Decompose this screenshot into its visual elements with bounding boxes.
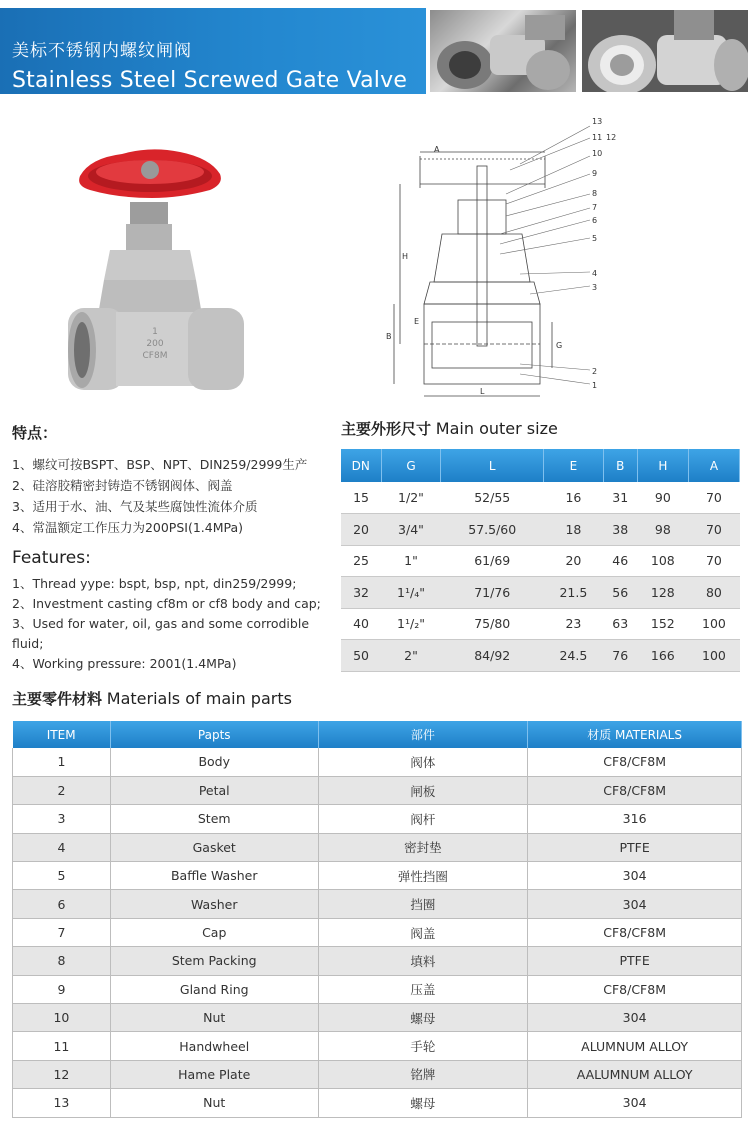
cell-part: Nut bbox=[110, 1089, 318, 1117]
cell-a: 70 bbox=[688, 545, 739, 577]
cell-part: Gasket bbox=[110, 833, 318, 861]
features-cn-item: 1、螺纹可按BSPT、BSP、NPT、DIN259/2999生产 bbox=[12, 457, 308, 472]
table-row bbox=[13, 1089, 742, 1117]
parts-heading-en: Materials of main parts bbox=[106, 689, 292, 708]
col-item: ITEM bbox=[13, 721, 111, 748]
cell-l: 61/69 bbox=[441, 545, 544, 577]
col-materials: 材质 MATERIALS bbox=[528, 721, 742, 748]
cell-h: 166 bbox=[637, 640, 688, 672]
dim-E: E bbox=[414, 317, 420, 326]
callout-4: 4 bbox=[592, 269, 598, 278]
cell-material: PTFE bbox=[528, 947, 742, 975]
title-banner bbox=[0, 8, 426, 94]
features-cn-heading: 特点： bbox=[12, 424, 58, 442]
cell-material: 304 bbox=[528, 1089, 742, 1117]
cell-part: Gland Ring bbox=[110, 975, 318, 1003]
valve-mark-3: CF8M bbox=[142, 351, 168, 361]
cell-g: 3/4" bbox=[381, 514, 441, 546]
cell-b: 31 bbox=[603, 482, 637, 514]
cell-h: 90 bbox=[637, 482, 688, 514]
cell-item: 7 bbox=[13, 918, 111, 946]
features-cn-item: 4、常温额定工作压力为200PSI(1.4MPa) bbox=[12, 520, 244, 535]
cell-g: 1" bbox=[381, 545, 441, 577]
cell-part: Stem bbox=[110, 805, 318, 833]
cell-part-cn: 阀盖 bbox=[318, 918, 528, 946]
callout-13: 13 bbox=[592, 117, 603, 126]
col-b: B bbox=[603, 449, 637, 482]
cell-g: 1/2" bbox=[381, 482, 441, 514]
valve-mark-2: 200 bbox=[146, 339, 164, 349]
cell-e: 23 bbox=[544, 608, 604, 640]
cell-part: Body bbox=[110, 748, 318, 776]
cell-e: 16 bbox=[544, 482, 604, 514]
cell-b: 38 bbox=[603, 514, 637, 546]
cell-dn: 40 bbox=[341, 608, 381, 640]
table-row bbox=[13, 862, 742, 890]
cell-a: 70 bbox=[688, 514, 739, 546]
col-e: E bbox=[544, 449, 604, 482]
table-row bbox=[13, 1032, 742, 1060]
cell-h: 152 bbox=[637, 608, 688, 640]
size-table-heading bbox=[341, 418, 558, 439]
page-header bbox=[0, 0, 750, 100]
table-row bbox=[13, 1060, 742, 1088]
cell-h: 108 bbox=[637, 545, 688, 577]
cell-part-cn: 填料 bbox=[318, 947, 528, 975]
callout-9: 9 bbox=[592, 169, 598, 178]
cell-item: 11 bbox=[13, 1032, 111, 1060]
callout-5: 5 bbox=[592, 234, 598, 243]
callout-8: 8 bbox=[592, 189, 598, 198]
table-row bbox=[341, 640, 740, 672]
table-row bbox=[13, 776, 742, 804]
cell-material: CF8/CF8M bbox=[528, 748, 742, 776]
cell-part: Stem Packing bbox=[110, 947, 318, 975]
cell-material: 304 bbox=[528, 862, 742, 890]
dim-L: L bbox=[480, 387, 485, 396]
cell-item: 3 bbox=[13, 805, 111, 833]
cell-l: 57.5/60 bbox=[441, 514, 544, 546]
cell-dn: 32 bbox=[341, 577, 381, 609]
parts-table bbox=[12, 721, 742, 1118]
cell-part: Cap bbox=[110, 918, 318, 946]
cell-dn: 20 bbox=[341, 514, 381, 546]
cell-material: CF8/CF8M bbox=[528, 776, 742, 804]
cell-dn: 50 bbox=[341, 640, 381, 672]
cell-material: 316 bbox=[528, 805, 742, 833]
cell-g: 1¹/₄" bbox=[381, 577, 441, 609]
cell-item: 5 bbox=[13, 862, 111, 890]
cell-a: 100 bbox=[688, 640, 739, 672]
table-row bbox=[13, 890, 742, 918]
parts-table-header bbox=[13, 721, 742, 748]
col-g: G bbox=[381, 449, 441, 482]
dim-H: H bbox=[402, 252, 409, 261]
valve-mark-1: 1 bbox=[152, 327, 158, 337]
valve-detail-photo-2 bbox=[580, 8, 750, 94]
parts-table-heading bbox=[12, 688, 292, 709]
cell-b: 76 bbox=[603, 640, 637, 672]
cell-item: 12 bbox=[13, 1060, 111, 1088]
cell-b: 46 bbox=[603, 545, 637, 577]
callout-11: 11 bbox=[592, 133, 603, 142]
features-en-item: 4、Working pressure: 2001(1.4MPa) bbox=[12, 656, 237, 671]
cell-b: 63 bbox=[603, 608, 637, 640]
cell-material: 304 bbox=[528, 1004, 742, 1032]
table-row bbox=[13, 833, 742, 861]
cell-part-cn: 螺母 bbox=[318, 1004, 528, 1032]
cell-a: 100 bbox=[688, 608, 739, 640]
table-row bbox=[13, 918, 742, 946]
cell-part-cn: 压盖 bbox=[318, 975, 528, 1003]
cell-part-cn: 闸板 bbox=[318, 776, 528, 804]
dim-A: A bbox=[434, 145, 440, 154]
cell-material: CF8/CF8M bbox=[528, 975, 742, 1003]
cell-part-cn: 铭牌 bbox=[318, 1060, 528, 1088]
cell-part-cn: 密封垫 bbox=[318, 833, 528, 861]
cell-g: 1¹/₂" bbox=[381, 608, 441, 640]
features-en-list bbox=[12, 574, 322, 674]
features-cn-list bbox=[12, 454, 307, 538]
cell-h: 98 bbox=[637, 514, 688, 546]
features-en-heading: Features: bbox=[12, 548, 91, 568]
cell-part: Petal bbox=[110, 776, 318, 804]
cell-item: 13 bbox=[13, 1089, 111, 1117]
cell-material: ALUMNUM ALLOY bbox=[528, 1032, 742, 1060]
callout-7: 7 bbox=[592, 203, 598, 212]
col-dn: DN bbox=[341, 449, 381, 482]
cell-part-cn: 弹性挡圈 bbox=[318, 862, 528, 890]
cell-part: Nut bbox=[110, 1004, 318, 1032]
cell-item: 8 bbox=[13, 947, 111, 975]
col-parts-cn: 部件 bbox=[318, 721, 528, 748]
callout-6: 6 bbox=[592, 216, 598, 225]
valve-section-drawing bbox=[380, 104, 640, 404]
features-cn-item: 2、硅溶胶精密封铸造不锈钢阀体、阀盖 bbox=[12, 478, 233, 493]
table-row bbox=[13, 947, 742, 975]
title-chinese: 美标不锈钢内螺纹闸阀 bbox=[12, 41, 192, 61]
title-english: Stainless Steel Screwed Gate Valve bbox=[12, 68, 408, 93]
cell-material: AALUMNUM ALLOY bbox=[528, 1060, 742, 1088]
valve-detail-photo-1 bbox=[428, 8, 578, 94]
cell-l: 84/92 bbox=[441, 640, 544, 672]
cell-material: PTFE bbox=[528, 833, 742, 861]
cell-part-cn: 手轮 bbox=[318, 1032, 528, 1060]
cell-part: Handwheel bbox=[110, 1032, 318, 1060]
cell-item: 2 bbox=[13, 776, 111, 804]
table-row bbox=[341, 577, 740, 609]
cell-part-cn: 阀体 bbox=[318, 748, 528, 776]
cell-part: Hame Plate bbox=[110, 1060, 318, 1088]
cell-part-cn: 挡圈 bbox=[318, 890, 528, 918]
valve-photo bbox=[60, 140, 260, 400]
callout-10: 10 bbox=[592, 149, 603, 158]
cell-material: CF8/CF8M bbox=[528, 918, 742, 946]
size-heading-cn: 主要外形尺寸 bbox=[341, 420, 432, 438]
cell-l: 71/76 bbox=[441, 577, 544, 609]
cell-l: 75/80 bbox=[441, 608, 544, 640]
cell-a: 80 bbox=[688, 577, 739, 609]
table-row bbox=[13, 805, 742, 833]
cell-material: 304 bbox=[528, 890, 742, 918]
cell-e: 24.5 bbox=[544, 640, 604, 672]
cell-part: Baffle Washer bbox=[110, 862, 318, 890]
col-l: L bbox=[441, 449, 544, 482]
cell-item: 4 bbox=[13, 833, 111, 861]
cell-e: 21.5 bbox=[544, 577, 604, 609]
cell-dn: 15 bbox=[341, 482, 381, 514]
table-row bbox=[13, 748, 742, 776]
callout-2: 2 bbox=[592, 367, 598, 376]
cell-item: 10 bbox=[13, 1004, 111, 1032]
cell-g: 2" bbox=[381, 640, 441, 672]
table-row bbox=[341, 608, 740, 640]
size-table-header bbox=[341, 449, 740, 482]
cell-part-cn: 阀杆 bbox=[318, 805, 528, 833]
callout-12: 12 bbox=[606, 133, 617, 142]
cell-e: 20 bbox=[544, 545, 604, 577]
cell-part-cn: 螺母 bbox=[318, 1089, 528, 1117]
table-row bbox=[13, 975, 742, 1003]
col-h: H bbox=[637, 449, 688, 482]
cell-h: 128 bbox=[637, 577, 688, 609]
col-a: A bbox=[688, 449, 739, 482]
cell-b: 56 bbox=[603, 577, 637, 609]
parts-heading-cn: 主要零件材料 bbox=[12, 690, 103, 708]
features-en-item: 1、Thread yype: bspt, bsp, npt, din259/2999; bbox=[12, 576, 297, 591]
cell-e: 18 bbox=[544, 514, 604, 546]
handwheel-icon bbox=[79, 149, 221, 198]
size-table bbox=[341, 449, 740, 672]
cell-item: 6 bbox=[13, 890, 111, 918]
cell-a: 70 bbox=[688, 482, 739, 514]
cell-item: 1 bbox=[13, 748, 111, 776]
table-row bbox=[341, 545, 740, 577]
dim-B: B bbox=[386, 332, 392, 341]
table-row bbox=[341, 482, 740, 514]
col-parts: Papts bbox=[110, 721, 318, 748]
dim-G: G bbox=[556, 341, 563, 350]
callout-1: 1 bbox=[592, 381, 598, 390]
cell-l: 52/55 bbox=[441, 482, 544, 514]
table-row bbox=[341, 514, 740, 546]
callout-3: 3 bbox=[592, 283, 598, 292]
cell-part: Washer bbox=[110, 890, 318, 918]
features-en-item: 2、Investment casting cf8m or cf8 body and cap; bbox=[12, 596, 321, 611]
cell-item: 9 bbox=[13, 975, 111, 1003]
cell-dn: 25 bbox=[341, 545, 381, 577]
features-cn-item: 3、适用于水、油、气及某些腐蚀性流体介质 bbox=[12, 499, 258, 514]
table-row bbox=[13, 1004, 742, 1032]
features-en-item: 3、Used for water, oil, gas and some corrodible fluid; bbox=[12, 616, 310, 651]
size-heading-en: Main outer size bbox=[435, 419, 558, 438]
